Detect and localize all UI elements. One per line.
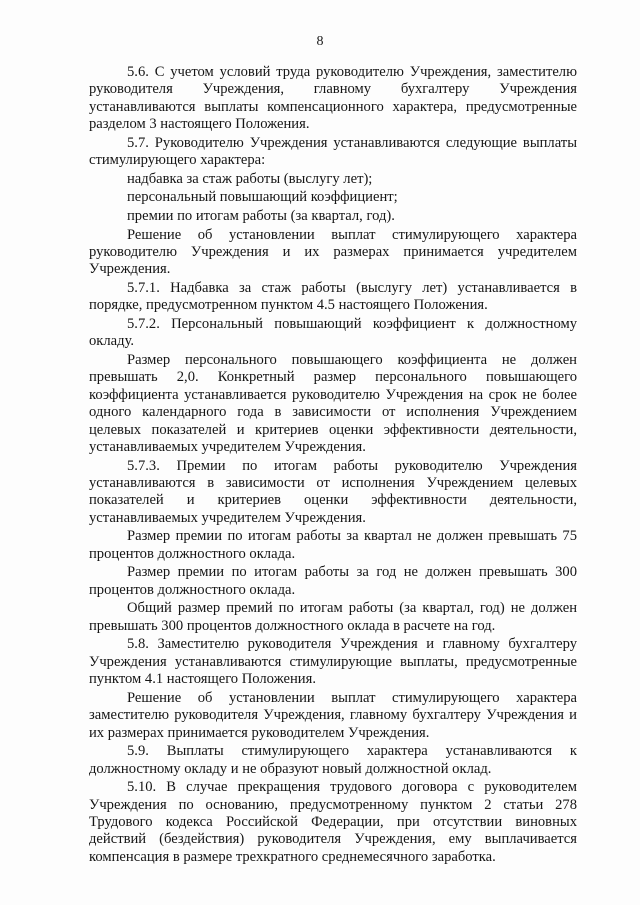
list-item-seniority-bonus: надбавка за стаж работы (выслугу лет);: [127, 170, 373, 187]
list-item-personal-coefficient: персональный повышающий коэффициент;: [127, 189, 398, 206]
paragraph-year-bonus: Размер премии по итогам работы за год не должен превышать 300 процентов должностного оклада.: [89, 564, 577, 598]
paragraph-5-8: 5.8. Заместителю руководителя Учреждения и главному бухгалтеру Учреждения устанавливаются стимулирующие выплаты, предусмотренные пунктом 4.1 настоящего Положения.: [89, 636, 577, 688]
paragraph-5-9: 5.9. Выплаты стимулирующего характера устанавливаются к должностному окладу и не образуют новый должностной оклад.: [89, 743, 577, 777]
document-body: [89, 64, 577, 867]
paragraph-5-7-1: 5.7.1. Надбавка за стаж работы (выслугу лет) устанавливается в порядке, предусмотренном пунктом 4.5 настоящего Положения.: [89, 280, 577, 314]
paragraph-decision-founder: Решение об установлении выплат стимулирующего характера руководителю Учреждения и их размерах принимается учредителем Учреждения.: [89, 226, 577, 278]
paragraph-5-10: 5.10. В случае прекращения трудового договора с руководителем Учреждения по основанию, предусмотренному пунктом 2 статьи 278 Трудового кодекса Российской Федерации, при отсутствии виновных действий (бездействия) руководителя Учреждения, ему выплачивается компенсация в размере трехкратного среднемесячного заработка.: [89, 779, 577, 865]
paragraph-total-bonus: Общий размер премий по итогам работы (за квартал, год) не должен превышать 300 процентов должностного оклада в расчете на год.: [89, 600, 577, 634]
paragraph-coefficient-size: Размер персонального повышающего коэффициента не должен превышать 2,0. Конкретный размер персонального повышающего коэффициента устанавливается руководителю Учреждения на срок не более одного календарного года в зависимости от исполнения Учреждением целевых показателей и критериев оценки эффективности деятельности, устанавливаемых учредителем Учреждения.: [89, 352, 577, 456]
paragraph-5-7-2: 5.7.2. Персональный повышающий коэффициент к должностному окладу.: [89, 316, 577, 350]
paragraph-5-7: 5.7. Руководителю Учреждения устанавливаются следующие выплаты стимулирующего характера:: [89, 134, 577, 169]
paragraph-5-6: 5.6. С учетом условий труда руководителю Учреждения, заместителю руководителя Учреждения, главному бухгалтеру Учреждения устанавливаются выплаты компенсационного характера, предусмотренные разделом 3 настоящего Положения.: [89, 64, 577, 133]
paragraph-decision-head: Решение об установлении выплат стимулирующего характера заместителю руководителя Учреждения, главному бухгалтеру Учреждения и их размерах принимается руководителем Учреждения.: [89, 689, 577, 741]
paragraph-quarter-bonus: Размер премии по итогам работы за квартал не должен превышать 75 процентов должностного оклада.: [89, 528, 577, 562]
list-item-bonuses: премии по итогам работы (за квартал, год).: [127, 208, 395, 224]
page-number: 8: [316, 34, 324, 49]
paragraph-5-7-3: 5.7.3. Премии по итогам работы руководителю Учреждения устанавливаются в зависимости от исполнения Учреждением целевых показателей и критериев оценки эффективности деятельности, устанавливаемых учредителем Учреждения.: [89, 457, 577, 526]
